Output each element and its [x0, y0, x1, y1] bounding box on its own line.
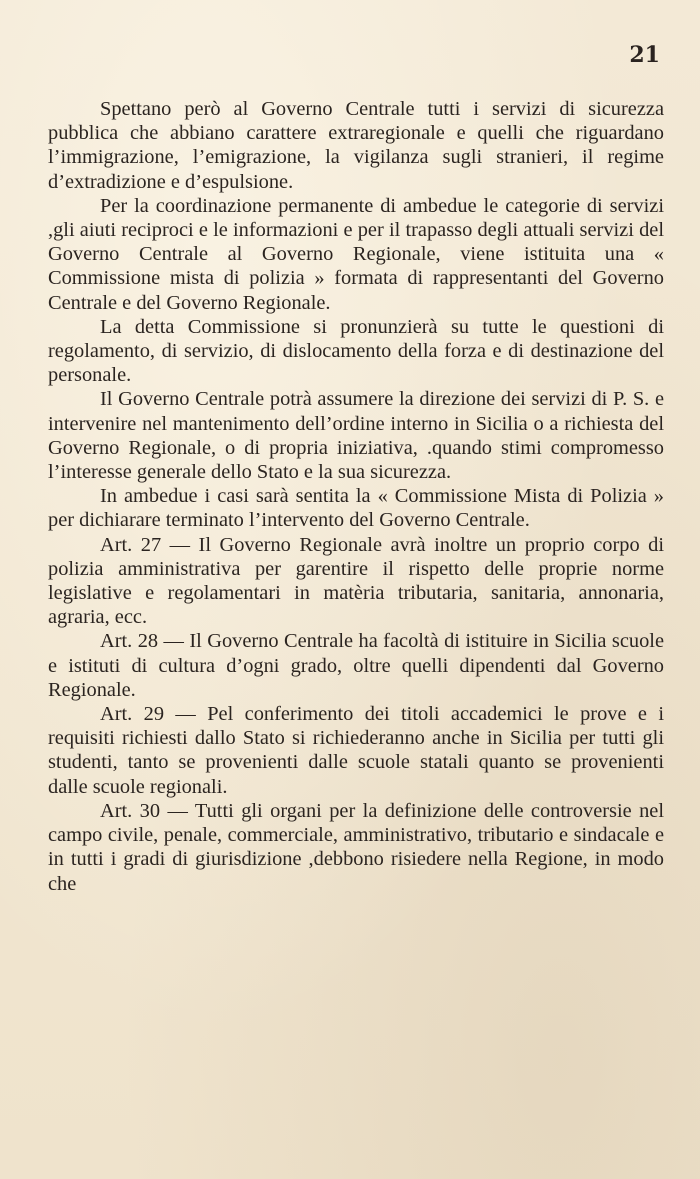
paragraph-public-security-services: Spettano però al Governo Centrale tutti i servizi di sicurezza pubblica che abbiano carattere extraregionale e quelli che riguardano l’immigrazione, l’emigrazione, la vigilanza sugli stranieri, il regime d’extradizione e d’espulsione. — [48, 98, 664, 193]
article-27: Art. 27 — Il Governo Regionale avrà inoltre un proprio corpo di polizia amministrativa per garentire il rispetto delle proprie norme legislative e regolamentari in matèria tributaria, sanitaria, annonaria, agraria, ecc. — [48, 533, 664, 629]
body-text — [48, 97, 664, 896]
article-30: Art. 30 — Tutti gli organi per la definizione delle controversie nel campo civile, penale, commerciale, amministrativo, tributario e sindacale e in tutti i gradi di giurisdizione ,debbono risiedere nella Regione, in modo che — [48, 799, 664, 895]
article-29: Art. 29 — Pel conferimento dei titoli accademici le prove e i requisiti richiesti dallo Stato si richiederanno anche in Sicilia per tutti gli studenti, tanto se provenienti dalle scuole statali quanto se provenienti dalle scuole regionali. — [48, 703, 664, 798]
paragraph-commission-competence: La detta Commissione si pronunzierà su tutte le questioni di regolamento, di servizio, di dislocamento della forza e di destinazione del personale. — [48, 315, 664, 387]
paragraph-mixed-police-commission: Per la coordinazione permanente di ambedue le categorie di servizi ,gli aiuti reciproci e le informazioni e per il trapasso degli attuali servizi del Governo Centrale al Governo Regionale, viene istituita una « Commissione mista di polizia » formata di rappresentanti del Governo Centrale e del Governo Regionale. — [48, 194, 664, 314]
paragraph-end-of-intervention: In ambedue i casi sarà sentita la « Commissione Mista di Polizia » per dichiarare terminato l’intervento del Governo Centrale. — [48, 485, 664, 532]
paragraph-central-government-intervention: Il Governo Centrale potrà assumere la direzione dei servizi di P. S. e intervenire nel mantenimento dell’ordine interno in Sicilia o a richiesta del Governo Regionale, o di propria iniziativa, .quando stimi compromesso l’interesse generale dello Stato e la sua sicurezza. — [48, 388, 664, 484]
article-28: Art. 28 — Il Governo Centrale ha facoltà di istituire in Sicilia scuole e istituti di cultura d’ogni grado, oltre quelli dipendenti dal Governo Regionale. — [48, 630, 664, 701]
page-number: 21 — [629, 42, 660, 68]
